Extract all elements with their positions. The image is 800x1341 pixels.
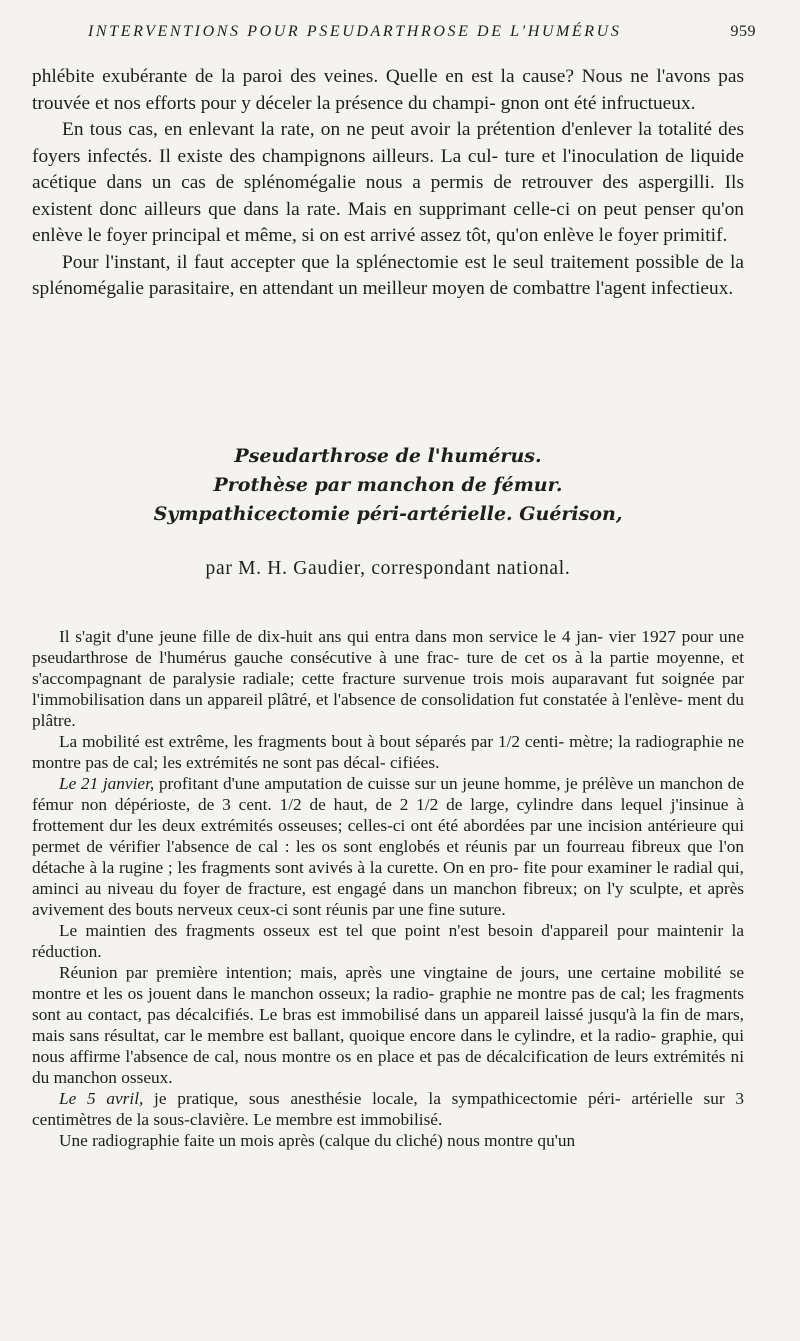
paragraph-text: je pratique, sous anesthésie locale, la sympathicectomie péri- artérielle sur 3 centimètres de la sous-clavière. Le membre est immobilisé. bbox=[32, 1089, 744, 1129]
paragraph bbox=[32, 773, 744, 920]
page-number: 959 bbox=[730, 23, 756, 40]
author-name: Gaudier, bbox=[293, 558, 366, 579]
date-label: Le 5 avril, bbox=[59, 1089, 144, 1108]
paragraph: La mobilité est extrême, les fragments bout à bout séparés par 1/2 centi- mètre; la radiographie ne montre pas de cal; les extrémités ne sont pas décal- cifiées. bbox=[32, 732, 744, 772]
paragraph: phlébite exubérante de la paroi des veines. Quelle en est la cause? Nous ne l'avons pas trouvée et nos efforts pour y déceler la présence du champi- gnon ont été infructueux. bbox=[32, 66, 744, 114]
article-title-line: Sympathicectomie péri-artérielle. Guérison, bbox=[153, 503, 623, 525]
paragraph: En tous cas, en enlevant la rate, on ne peut avoir la prétention d'enlever la totalité des foyers infectés. Il existe des champignons ailleurs. La cul- ture et l'inoculation de liquide acétique dans un cas de splénomégalie nous a permis de retrouver des aspergilli. Ils existent donc ailleurs que dans la rate. Mais en supprimant celle-ci on peut penser qu'on enlève le foyer principal et même, si on est arrivé assez tôt, qu'on enlève le foyer primitif. bbox=[32, 119, 744, 246]
article-title-line: Prothèse par manchon de fémur. bbox=[213, 474, 563, 496]
paragraph: Pour l'instant, il faut accepter que la splénectomie est le seul traitement possible de la splénomégalie parasitaire, en attendant un meilleur moyen de combattre l'agent infectieux. bbox=[32, 251, 744, 299]
paragraph bbox=[32, 1088, 744, 1130]
article-title bbox=[32, 442, 744, 529]
paragraph: Il s'agit d'une jeune fille de dix-huit ans qui entra dans mon service le 4 jan- vier 1927 pour une pseudarthrose de l'humérus gauche consécutive à une frac- ture de cet os à la partie moyenne, et s'accompagnant de paralysie radiale; cette fracture survenue trois mois auparavant fut soignée par l'immobilisation dans un appareil plâtré, et l'absence de consolidation fut constatée à l'enlève- ment du plâtre. bbox=[32, 627, 744, 730]
paragraph-text: profitant d'une amputation de cuisse sur un jeune homme, je prélève un manchon de fémur non dépérioste, de 3 cent. 1/2 de haut, de 2 1/2 de large, cylindre dans lequel j'insinue à frottement dur les deux extrémités osseuses; celles-ci ont été abordées par une incision antérieure qui permet de vérifier l'absence de cal : les os sont englobés et réunis par un fourreau fibreux que l'on détache à la rugine ; les fragments sont avivés à la curette. On en pro- fite pour examiner le radial qui, aminci au niveau du foyer de fracture, est engagé dans un manchon fibreux; on l'y sculpte, et après avivement des bouts nerveux ceux-ci sont réunis par une fine suture. bbox=[32, 774, 744, 919]
running-head bbox=[88, 20, 756, 44]
byline-prefix: par M. H. bbox=[205, 558, 288, 579]
article-title-line: Pseudarthrose de l'humérus. bbox=[234, 445, 542, 467]
paragraph: Le maintien des fragments osseux est tel que point n'est besoin d'appareil pour maintenir la réduction. bbox=[32, 921, 744, 961]
running-head-title: INTERVENTIONS POUR PSEUDARTHROSE DE L'HUMÉRUS bbox=[88, 23, 622, 40]
paragraph: Une radiographie faite un mois après (calque du cliché) nous montre qu'un bbox=[59, 1131, 576, 1150]
date-label: Le 21 janvier, bbox=[59, 774, 155, 793]
article-byline bbox=[32, 555, 744, 583]
article-body bbox=[32, 626, 744, 1151]
byline-suffix: correspondant national. bbox=[371, 558, 571, 579]
previous-article-conclusion bbox=[32, 64, 744, 303]
paragraph: Réunion par première intention; mais, après une vingtaine de jours, une certaine mobilité se montre et les os jouent dans le manchon osseux; la radio- graphie ne montre pas de cal; les fragments sont au contact, pas décalcifiés. Le bras est immobilisé dans un appareil laissé jusqu'à la fin de mars, mais sans résultat, car le membre est ballant, quoique encore dans le cylindre, et la radio- graphie, qui nous affirme l'absence de cal, nous montre os en place et pas de décalcification de leurs extrémités ni du manchon osseux. bbox=[32, 963, 744, 1087]
